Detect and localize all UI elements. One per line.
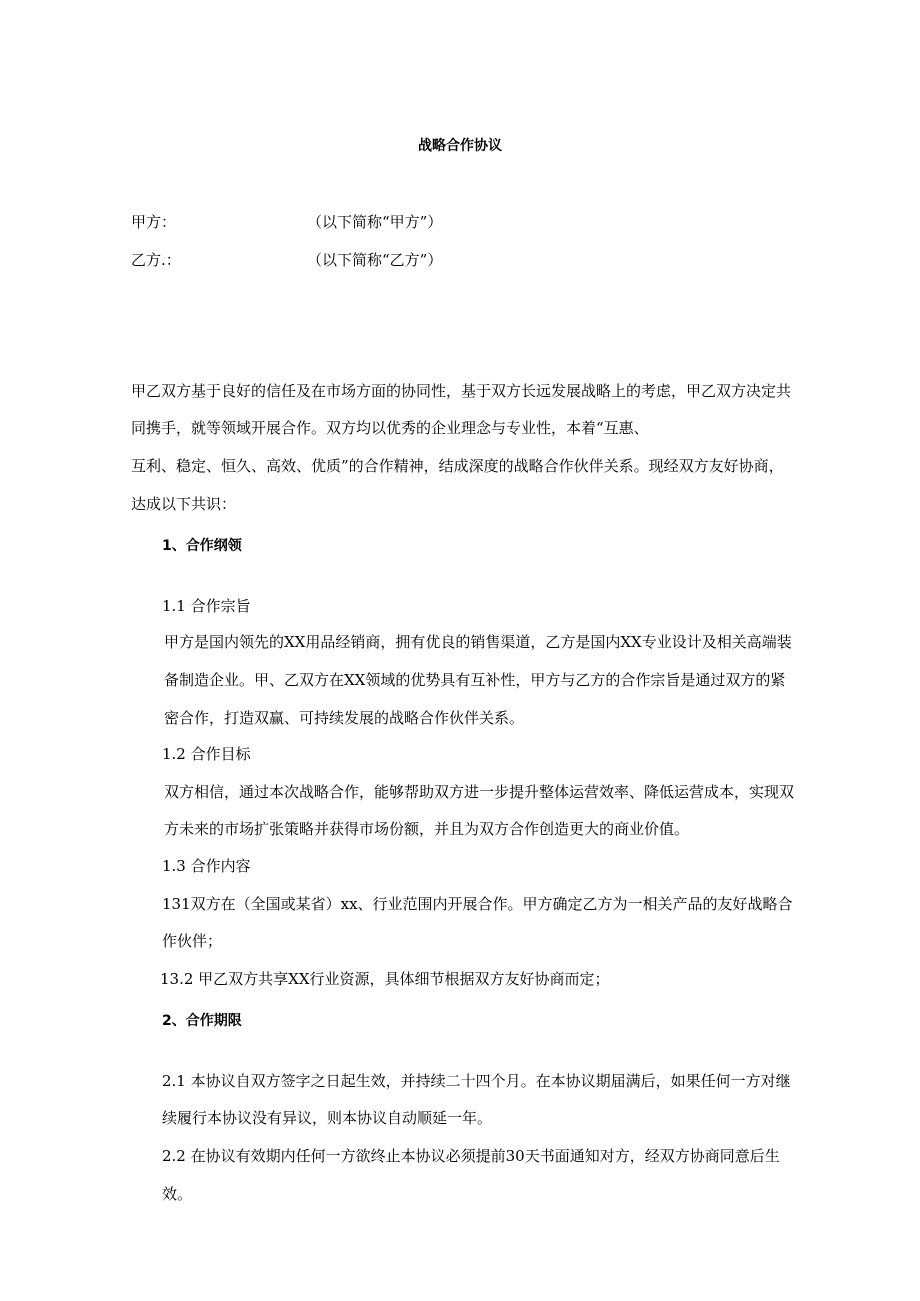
body-line: 双方相信，通过本次战略合作，能够帮助双方进一步提升整体运营效率、降低运营成本，实现双 xyxy=(164,783,795,801)
section-1-3-heading: 1.3 合作内容 xyxy=(162,857,251,875)
body-line: 备制造企业。甲、乙双方在XX领域的优势具有互补性，甲方与乙方的合作宗旨是通过双方的紧 xyxy=(164,671,786,689)
body-line: 密合作，打造双赢、可持续发展的战略合作伙伴关系。 xyxy=(164,709,525,727)
body-line: 2.1 本协议自双方签字之日起生效，并持续二十四个月。在本协议期届满后，如果任何一方对继 xyxy=(162,1072,791,1090)
body-line: 13.2 甲乙双方共享XX行业资源，具体细节根据双方友好协商而定； xyxy=(160,970,610,988)
body-line: 2.2 在协议有效期内任何一方欲终止本协议必须提前30天书面通知对方，经双方协商同意后生 xyxy=(162,1147,780,1165)
section-1-heading: 1、合作纲领 xyxy=(162,538,242,554)
body-line: 甲方是国内领先的XX用品经销商，拥有优良的销售渠道，乙方是国内XX专业设计及相关高端装 xyxy=(164,633,792,651)
party-b-note: （以下简称“乙方”） xyxy=(307,251,443,269)
body-line: 作伙伴； xyxy=(162,932,223,950)
party-a-note: （以下简称“甲方”） xyxy=(307,213,443,231)
intro-line: 同携手，就等领域开展合作。双方均以优秀的企业理念与专业性，本着“互惠、 xyxy=(131,419,649,437)
intro-line: 达成以下共识： xyxy=(131,495,237,513)
body-line: 131双方在（全国或某省）xx、行业范围内开展合作。甲方确定乙方为一相关产品的友好战略合 xyxy=(162,895,793,913)
intro-line: 甲乙双方基于良好的信任及在市场方面的协同性，基于双方长远发展战略上的考虑，甲乙双方决定共 xyxy=(131,382,792,400)
intro-line: 互利、稳定、恒久、高效、优质”的合作精神，结成深度的战略合作伙伴关系。现经双方友好协商， xyxy=(131,457,784,475)
body-line: 续履行本协议没有异议，则本协议自动顺延一年。 xyxy=(162,1109,493,1127)
party-a-label: 甲方： xyxy=(131,213,177,231)
section-1-2-heading: 1.2 合作目标 xyxy=(162,745,251,763)
section-2-heading: 2、合作期限 xyxy=(162,1013,242,1029)
party-b-label: 乙方.： xyxy=(131,251,181,269)
section-1-1-heading: 1.1 合作宗旨 xyxy=(162,597,251,615)
body-line: 方未来的市场扩张策略并获得市场份额，并且为双方合作创造更大的商业价值。 xyxy=(164,820,690,838)
document-title: 战略合作协议 xyxy=(418,138,502,154)
body-line: 效。 xyxy=(162,1185,193,1203)
